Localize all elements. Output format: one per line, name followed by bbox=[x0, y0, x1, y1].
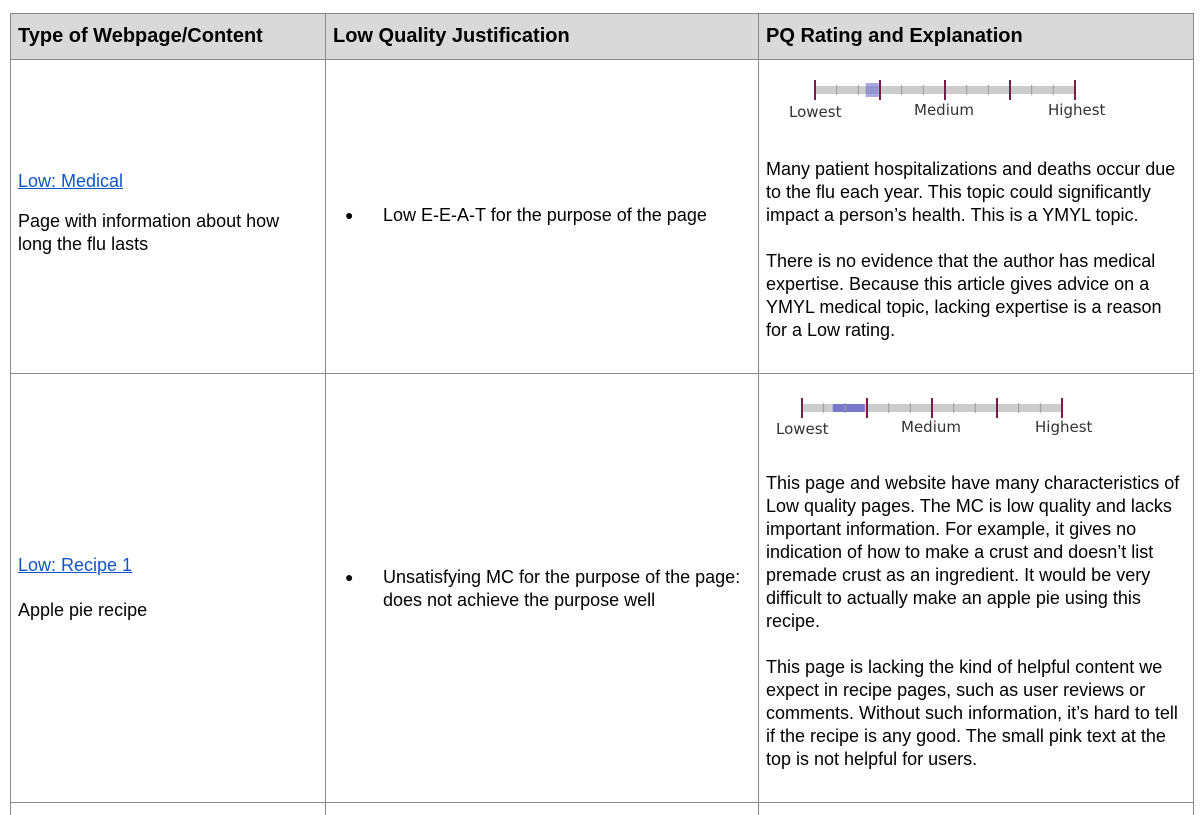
scale-label-highest: Highest bbox=[1048, 101, 1106, 119]
table-row bbox=[11, 803, 1194, 815]
example-link-recipe[interactable]: Low: Recipe 1 bbox=[18, 555, 133, 575]
quality-table bbox=[10, 13, 1194, 815]
header-type: Type of Webpage/Content bbox=[11, 14, 326, 59]
scale-label-lowest: Lowest bbox=[776, 420, 829, 438]
justification-text: Low E-E-A-T for the purpose of the page bbox=[383, 205, 707, 225]
rating-marker bbox=[833, 404, 865, 412]
rating-explanation bbox=[766, 472, 1187, 771]
rating-explanation bbox=[766, 158, 1187, 342]
scale-label-medium: Medium bbox=[901, 418, 961, 436]
example-link-medical[interactable]: Low: Medical bbox=[18, 171, 124, 191]
header-rating: PQ Rating and Explanation bbox=[759, 14, 1194, 59]
header-justification: Low Quality Justification bbox=[326, 14, 759, 59]
table-row bbox=[11, 374, 1194, 803]
pq-rating-scale bbox=[759, 74, 1106, 124]
rating-marker bbox=[866, 83, 879, 97]
content-description: Page with information about how long the flu lasts bbox=[18, 211, 280, 254]
scale-label-lowest: Lowest bbox=[789, 103, 842, 121]
table-header-row bbox=[11, 14, 1194, 60]
table-row bbox=[11, 60, 1194, 374]
justification-text: Unsatisfying MC for the purpose of the page: does not achieve the purpose well bbox=[383, 567, 741, 610]
scale-label-highest: Highest bbox=[1035, 418, 1093, 436]
explanation-paragraph: There is no evidence that the author has medical expertise. Because this article gives advice on a YMYL medical topic, lacking expertise is a reason for a Low rating. bbox=[766, 251, 1162, 340]
explanation-paragraph: This page is lacking the kind of helpful content we expect in recipe pages, such as user reviews or comments. Without such information, it’s hard to tell if the recipe is any good. The small pink text at the top is not helpful for users. bbox=[766, 657, 1178, 769]
content-description: Apple pie recipe bbox=[18, 600, 148, 620]
bullet-icon: ● bbox=[345, 207, 354, 223]
explanation-paragraph: Many patient hospitalizations and deaths occur due to the flu each year. This topic could significantly impact a person’s health. This is a YMYL topic. bbox=[766, 159, 1176, 225]
scale-label-medium: Medium bbox=[914, 101, 974, 119]
bullet-icon: ● bbox=[345, 569, 354, 585]
explanation-paragraph: This page and website have many characteristics of Low quality pages. The MC is low quality and lacks important information. For example, it gives no indication of how to make a crust and doesn’t list premade crust as an ingredient. It would be very difficult to actually make an apple pie using this recipe. bbox=[766, 473, 1180, 631]
pq-rating-scale bbox=[759, 392, 1093, 442]
